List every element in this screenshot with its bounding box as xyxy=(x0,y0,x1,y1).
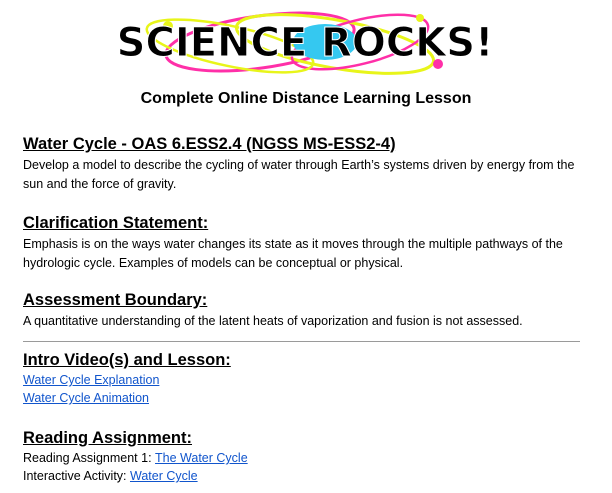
interactive-item-label: Interactive Activity: xyxy=(23,469,130,483)
interactive-item xyxy=(23,467,593,485)
section-heading-intro: Intro Video(s) and Lesson: xyxy=(23,351,231,369)
link-water-cycle-activity[interactable]: Water Cycle xyxy=(129,469,198,483)
link-the-water-cycle[interactable]: The Water Cycle xyxy=(155,451,248,465)
reading-item xyxy=(23,449,593,467)
link-water-cycle-animation[interactable]: Water Cycle Animation xyxy=(23,391,149,405)
section-heading-standard: Water Cycle - OAS 6.ESS2.4 (NGSS MS-ESS2-4) xyxy=(23,135,396,153)
clarification-text: Emphasis is on the ways water changes its state as it moves through the multiple pathways of the hydrologic cycle. Examples of models can be conceptual or physical. xyxy=(23,237,563,270)
logo-text: SCIENCE ROCKS! xyxy=(120,20,490,66)
logo-graphic xyxy=(120,6,490,78)
section-standard xyxy=(23,134,593,193)
section-reading xyxy=(23,428,593,485)
standard-description: Develop a model to describe the cycling of water through Earth’s systems driven by energy from the sun and the force of gravity. xyxy=(23,158,575,191)
page-subtitle: Complete Online Distance Learning Lesson xyxy=(140,90,472,107)
section-heading-reading: Reading Assignment: xyxy=(23,429,192,447)
section-intro xyxy=(23,350,593,407)
assessment-text: A quantitative understanding of the latent heats of vaporization and fusion is not assessed. xyxy=(23,314,523,328)
link-water-cycle-explanation[interactable]: Water Cycle Explanation xyxy=(23,373,160,387)
section-heading-clarification: Clarification Statement: xyxy=(23,214,209,232)
divider xyxy=(23,341,580,342)
science-rocks-logo xyxy=(120,6,490,78)
reading-item-label: Reading Assignment 1: xyxy=(23,451,156,465)
section-heading-assessment: Assessment Boundary: xyxy=(23,291,208,309)
section-clarification xyxy=(23,213,593,272)
section-assessment xyxy=(23,290,593,331)
